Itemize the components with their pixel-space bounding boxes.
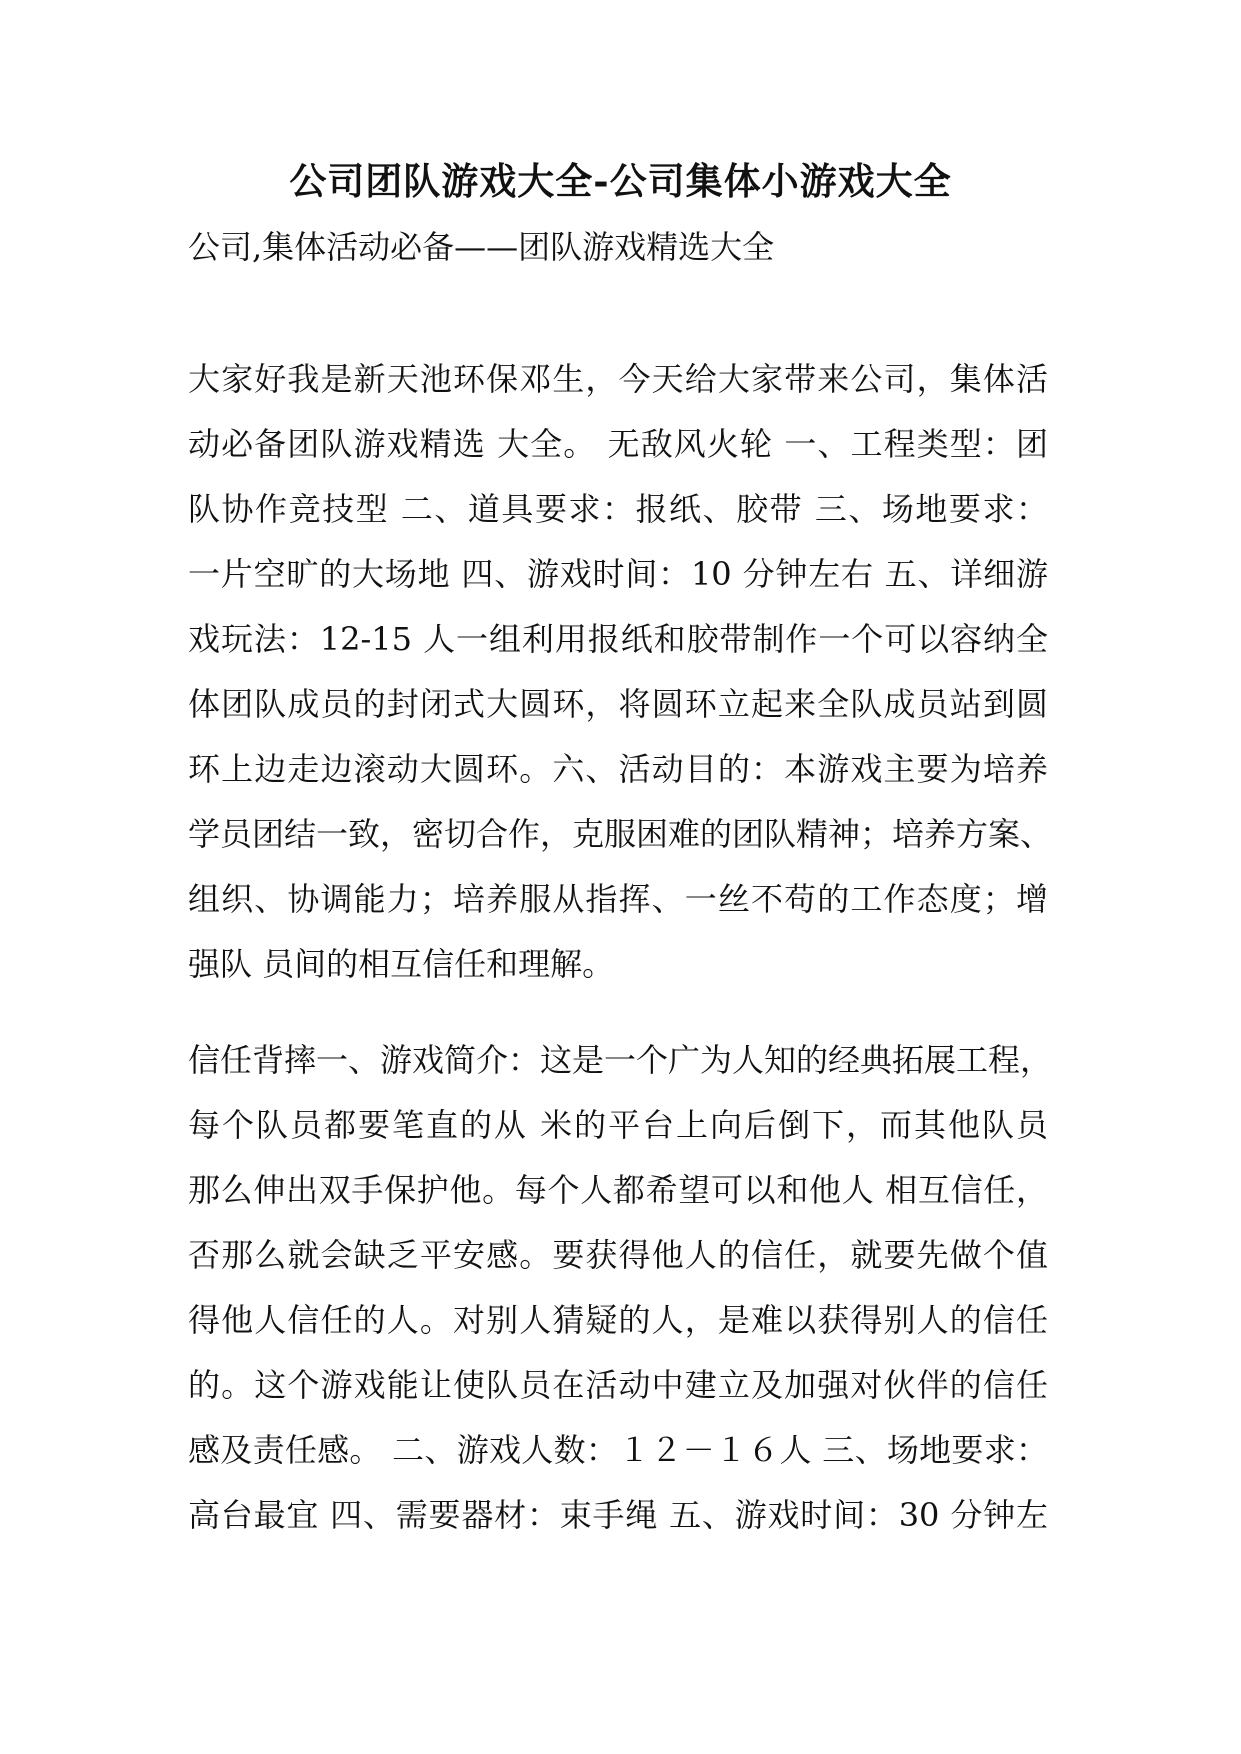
paragraph-line: 强队 员间的相互信任和理解。 xyxy=(188,945,615,983)
paragraph-trust-fall xyxy=(188,1028,1053,1548)
paragraph-line: 戏玩法：12-15 人一组利用报纸和胶带制作一个可以容纳全 xyxy=(188,620,1048,658)
paragraph-line: 信任背摔一、游戏简介：这是一个广为人知的经典拓展工程， xyxy=(188,1041,1053,1079)
paragraph-line: 组织、协调能力；培养服从指挥、一丝不苟的工作态度；增 xyxy=(188,880,1048,918)
paragraph-line: 体团队成员的封闭式大圆环，将圆环立起来全队成员站到圆 xyxy=(188,685,1048,723)
paragraph-line: 队协作竞技型 二、道具要求：报纸、胶带 三、场地要求： xyxy=(188,490,1048,528)
paragraph-line: 感及责任感。 二、游戏人数：１２－１６人 三、场地要求： xyxy=(188,1431,1048,1469)
paragraph-line: 高台最宜 四、需要器材：束手绳 五、游戏时间：30 分钟左 xyxy=(188,1496,1048,1534)
paragraph-line: 学员团结一致，密切合作，克服困难的团队精神；培养方案、 xyxy=(188,815,1053,853)
document-title: 公司团队游戏大全-公司集体小游戏大全 xyxy=(289,159,952,203)
paragraph-line: 得他人信任的人。对别人猜疑的人，是难以获得别人的信任 xyxy=(188,1301,1048,1339)
paragraph-line: 否那么就会缺乏平安感。要获得他人的信任，就要先做个值 xyxy=(188,1236,1048,1274)
paragraph-line: 的。这个游戏能让使队员在活动中建立及加强对伙伴的信任 xyxy=(188,1366,1048,1404)
paragraph-line: 动必备团队游戏精选 大全。 无敌风火轮 一、工程类型：团 xyxy=(188,425,1048,463)
paragraph-line: 环上边走边滚动大圆环。六、活动目的：本游戏主要为培养 xyxy=(188,750,1048,788)
paragraph-line: 一片空旷的大场地 四、游戏时间：10 分钟左右 五、详细游 xyxy=(188,555,1048,593)
paragraph-line: 那么伸出双手保护他。每个人都希望可以和他人 相互信任， xyxy=(188,1171,1048,1209)
document-subtitle: 公司,集体活动必备——团队游戏精选大全 xyxy=(188,228,775,266)
paragraph-team-games-intro xyxy=(188,347,1053,997)
paragraph-line: 大家好我是新天池环保邓生，今天给大家带来公司，集体活 xyxy=(188,360,1048,398)
paragraph-line: 每个队员都要笔直的从 米的平台上向后倒下，而其他队员 xyxy=(188,1106,1048,1144)
